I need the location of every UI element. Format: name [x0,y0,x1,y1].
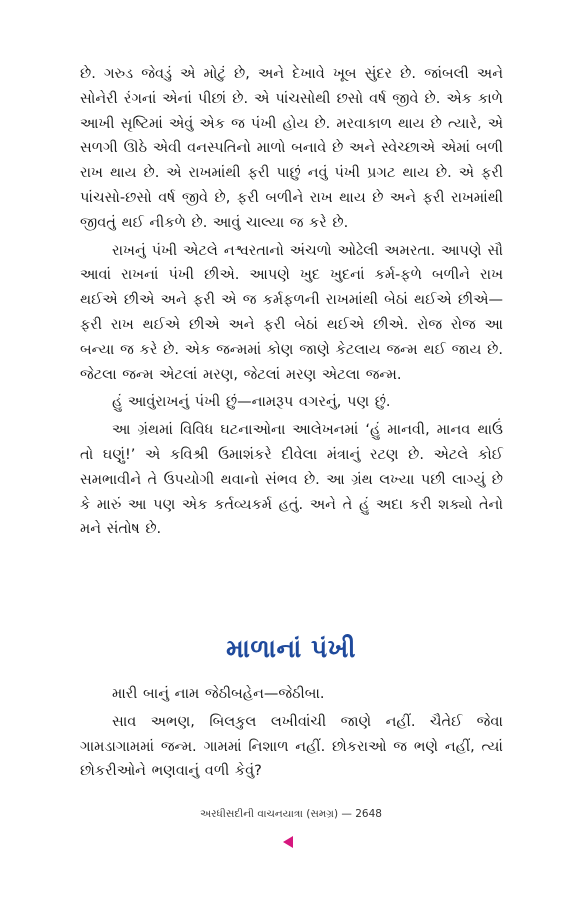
chapter-paragraph-2: સાવ અભણ, બિલકુલ લખીવાંચી જાણે નહીં. ચૈતેઈ જેવા ગામડાગામમાં જન્મ. ગામમાં નિશાળ નહીં. છોકરાઓ જ ભણે નહીં, ત્યાં છોકરીઓને ભણવાનું વળી કેવું? [80,713,503,780]
chapter-text-block [80,682,503,784]
intro-paragraph-1: છે. ગરુડ જેવડું એ મોટું છે, અને દેખાવે ખૂબ સુંદર છે. જાંબલી અને સોનેરી રંગનાં એનાં પીછાં છે. એ પાંચસોથી છસો વર્ષ જીવે છે. એક કાળે આખી સૃષ્ટિમાં એવું એક જ પંખી હોય છે. મરવાકાળ થાય છે ત્યારે, એ સળગી ઊઠે એવી વનસ્પતિનો માળો બનાવે છે અને સ્વેચ્છાએ એમાં બળી રાખ થાય છે. એ રાખમાંથી ફરી પાછું નવું પંખી પ્રગટ થાય છે. એ ફરી પાંચસો-છસો વર્ષ જીવે છે, ફરી બળીને રાખ થાય છે અને ફરી રાખમાંથી જીવતું થઈ નીકળે છે. આવું ચાલ્યા જ કરે છે. [80,66,503,231]
chapter-paragraph-1: મારી બાનું નામ જેઠીબહેન—જેઠીબા. [112,686,325,702]
intro-paragraph-3: હું આવુંરાખનું પંખી છું—નામરૂપ વગરનું, પણ છું. [112,394,391,411]
chapter-title: માળાનાં પંખી [226,634,356,663]
intro-paragraph-4: આ ગ્રંથમાં વિવિધ ઘટનાઓના આલેખનમાં ‘હું માનવી, માનવ થાઉં તો ઘણું!’ એ કવિશ્રી ઉમાશંકરે દીવેલા મંત્રાનું રટણ છે. એટલે કોઈ સમભાવીને તે ઉપયોગી થવાનો સંભવ છે. આ ગ્રંથ લખ્યા પછી લાગ્યું છે કે મારું આ પણ એક કર્તવ્યકર્મ હતું. અને તે હું અદા કરી શક્યો તેનો મને સંતોષ છે. [80,422,503,538]
intro-text-block [80,62,503,542]
intro-paragraph-2: રાખનું પંખી એટલે નશ્વરતાનો અંચળો ઓઢેલી અમરતા. આપણે સૌ આવાં રાખનાં પંખી છીએ. આપણે ખુદ ખુદનાં કર્મ-ફળે બળીને રાખ થઈએ છીએ અને ફરી એ જ કર્મફળની રાખમાંથી બેઠાં થઈએ છીએ—ફરી રાખ થઈએ છીએ અને ફરી બેઠાં થઈએ છીએ. રોજ રોજ આ બન્યા જ કરે છે. એક જન્મમાં કોણ જાણે કેટલાય જન્મ થઈ જાય છે. જેટલા જન્મ એટલાં મરણ, જેટલાં મરણ એટલા જન્મ. [80,242,503,383]
page-footer: અરધીસદીની વાચનયાત્રા (સમગ્ર) — 2648 [200,808,382,820]
previous-page-icon[interactable] [283,836,293,848]
